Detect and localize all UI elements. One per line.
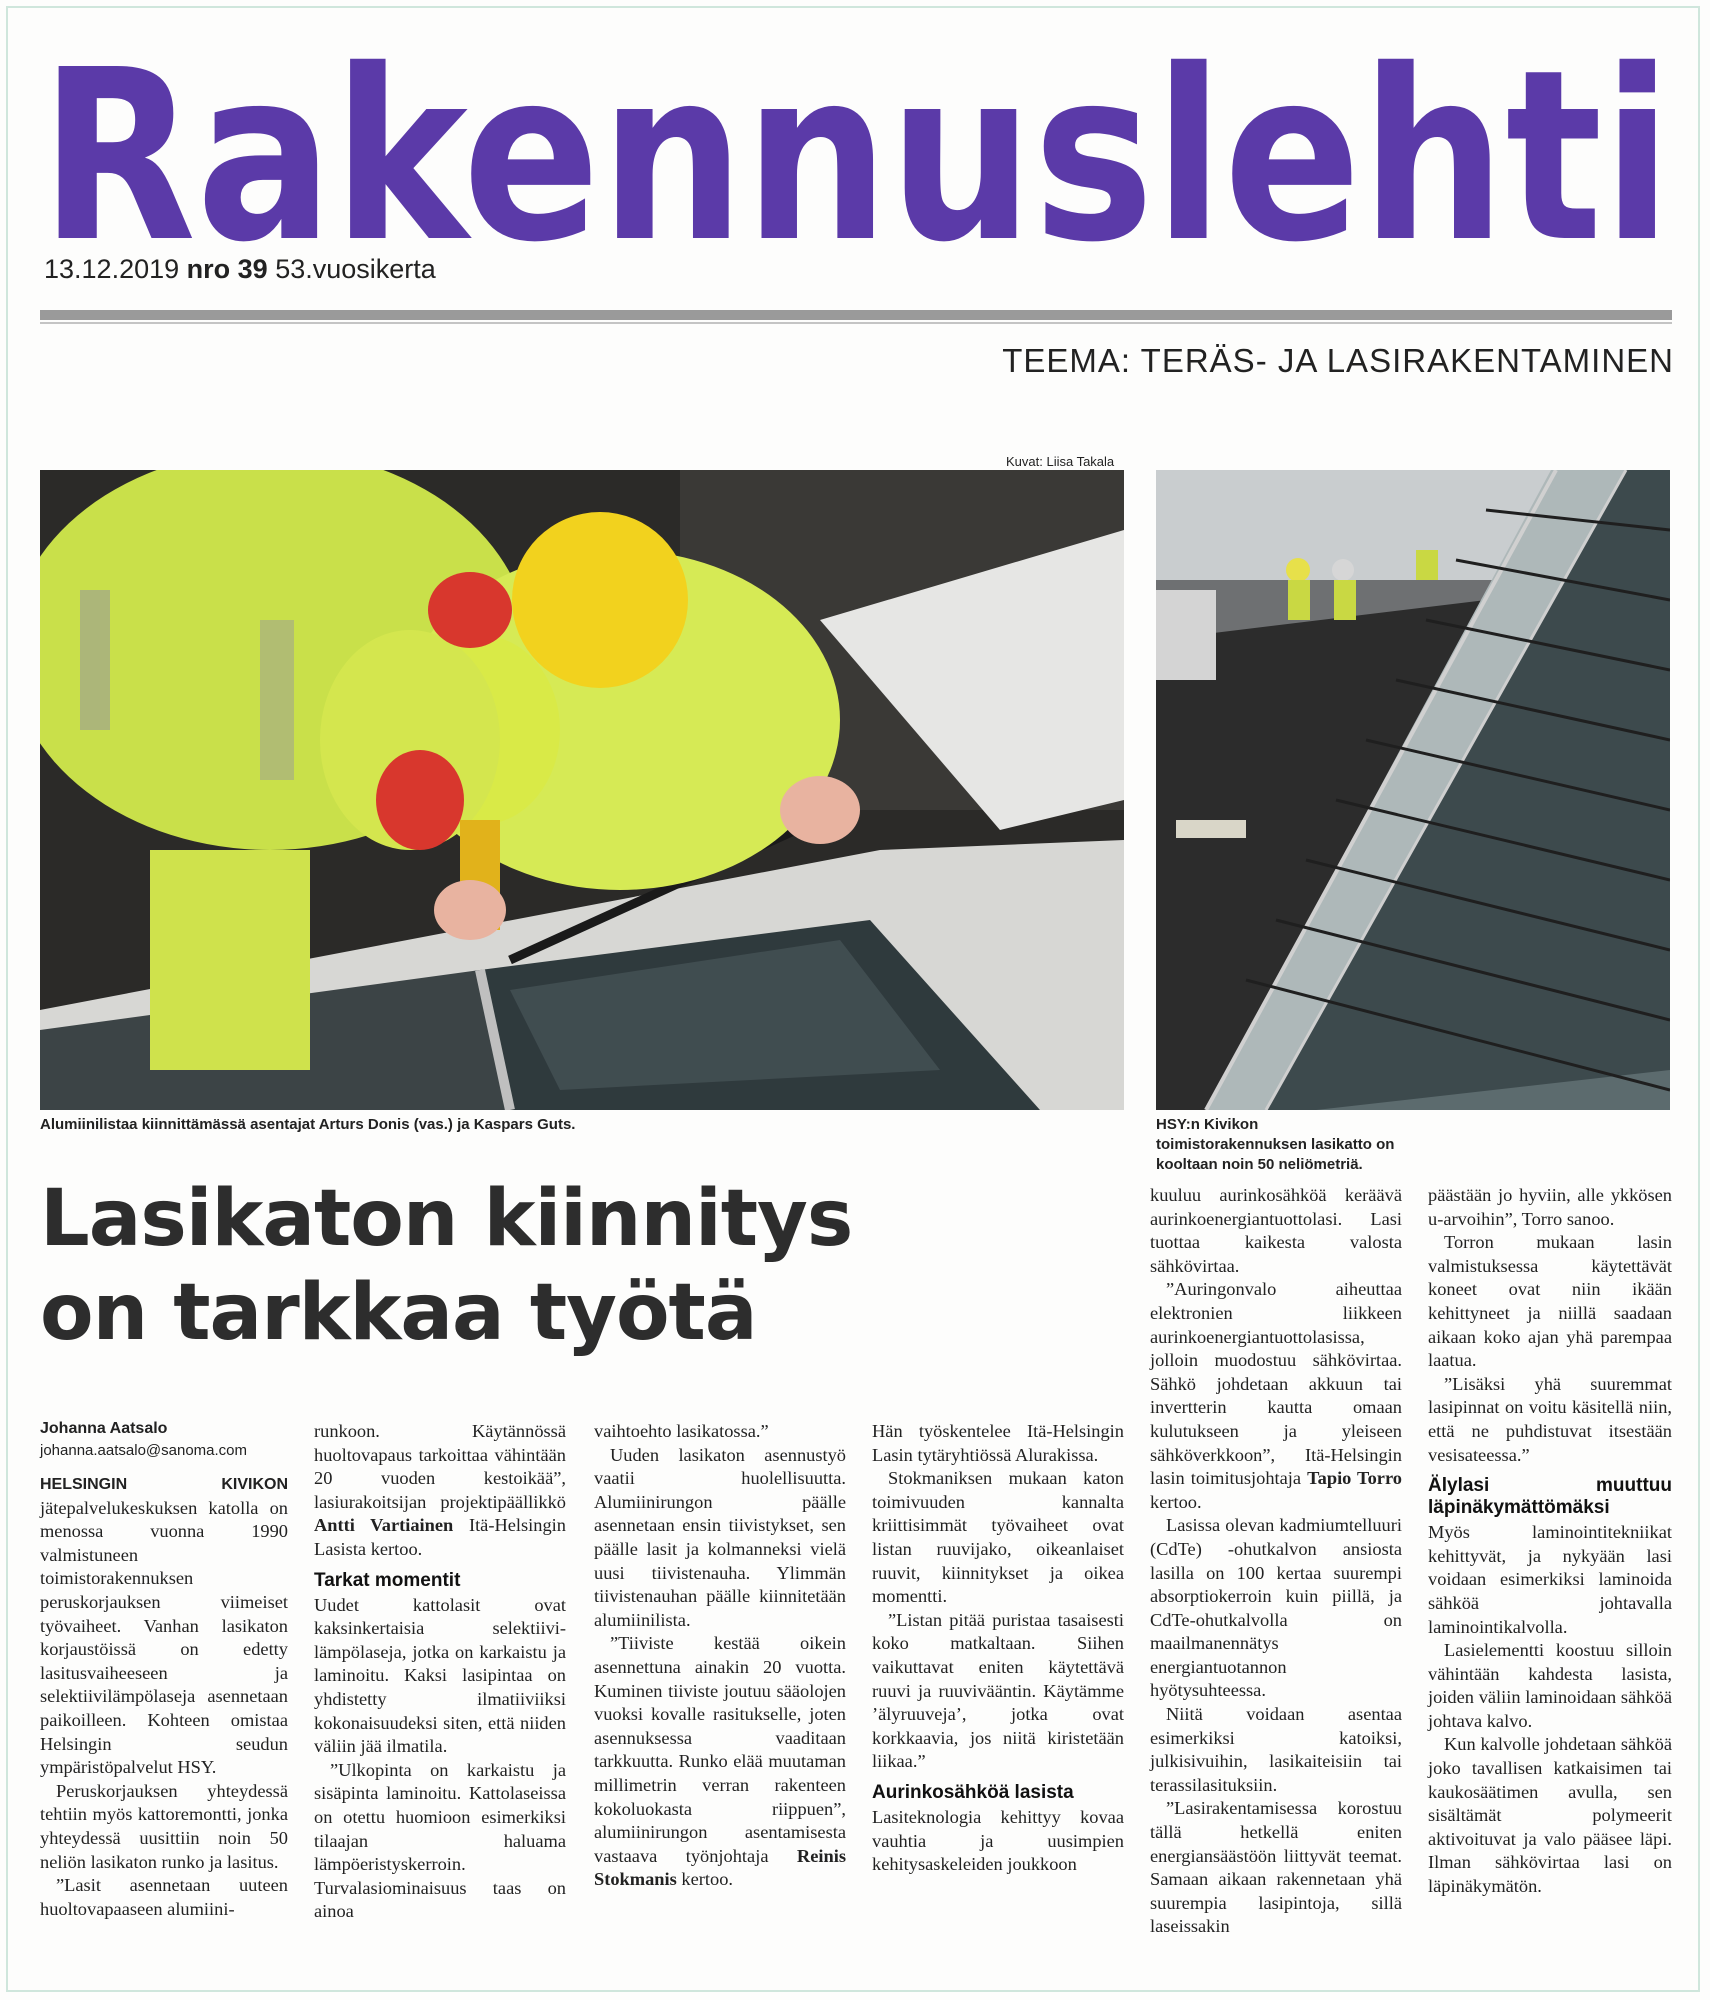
paragraph: Uudet kattolasit ovat kaksinkertaisia selektiivi-lämpölaseja, jotka on karkaistu ja laminoitu. Kaksi lasipintaa on yhdistetty ilmatiiviiksi kokonaisuudeksi siten, että niiden väliin jää ilmatila. (314, 1594, 566, 1757)
issue-number: nro 39 (186, 254, 268, 284)
column-1 (40, 1418, 288, 1921)
paragraph: ”Ulkopinta on karkaistu ja sisäpinta laminoitu. Kattolaseissa on otettu huomioon esimerkiksi tilaajan haluama lämpöeristyskerroin. Turvalasiominaisuus taas on ainoa (314, 1759, 566, 1922)
caption-left: Alumiinilistaa kiinnittämässä asentajat Arturs Donis (vas.) ja Kaspars Guts. (40, 1116, 576, 1133)
paragraph: Peruskorjauksen yhteydessä tehtiin myös kattoremontti, jonka yhteydessä uusittiin noin 50 neliön lasikaton runko ja lasitus. (40, 1780, 288, 1872)
paragraph: Lasissa olevan kadmiumtelluuri (CdTe) -ohutkalvon ansiosta lasilla on 100 kertaa suurempi absorptiokerroin kuin piillä, ja CdTe-ohutkalvolla on maailmanennätys energiantuotannon hyötysuhteessa. (1150, 1515, 1402, 1701)
paragraph: Stokmaniksen mukaan katon toimivuuden kannalta kriittisimmät työvaiheet ovat listan ruuvijako, oikeanlaiset ruuvit, kiinnitykset ja oikea momentti. (872, 1468, 1124, 1607)
issue-line (44, 254, 436, 285)
paragraph: päästään jo hyviin, alle ykkösen u-arvoihin”, Torro sanoo. (1428, 1185, 1672, 1229)
photo-credit: Kuvat: Liisa Takala (1006, 454, 1115, 469)
issue-date: 13.12.2019 (44, 254, 180, 284)
photo-glass-roof (1156, 470, 1670, 1110)
paragraph: Uuden lasikaton asennustyö vaatii huolellisuutta. Alumiinirungon päälle asennetaan ensin tiivistykset, sen päälle lasit ja kolmanneksi vielä uusi tiivistenauha. Ylimmän tiivistenauhan päälle kiinnitetään alumiinilista. (594, 1444, 846, 1630)
paragraph: Hän työskentelee Itä-Helsingin Lasin tytäryhtiössä Alurakissa. (872, 1421, 1124, 1465)
column-2 (314, 1420, 566, 1924)
lead-in: HELSINGIN KIVIKON (40, 1476, 288, 1493)
subheading: Tarkat momentit (314, 1569, 461, 1591)
headline-line-1: Lasikaton kiinnitys (40, 1174, 853, 1264)
photo-workers (40, 470, 1124, 1110)
paragraph: vaihtoehto lasikatossa.” (594, 1421, 769, 1441)
paragraph: Niitä voidaan asentaa esimerkiksi katoiksi, julkisivuihin, lasikaiteisiin tai terassilasituksiin. (1150, 1704, 1402, 1795)
subheading: Älylasi muuttuu läpinäkymättömäksi (1428, 1475, 1672, 1519)
paragraph: kuuluu aurinkosähköä keräävä aurinkoenergiantuottolasi. Lasi tuottaa kaikesta valosta sähkövirtaa. (1150, 1185, 1402, 1276)
paragraph: ”Lisäksi yhä suuremmat lasipinnat on voitu käsitellä niin, että ne puhdistuvat itsestään vesisateessa.” (1428, 1373, 1672, 1465)
byline (40, 1418, 288, 1462)
paragraph: HELSINGIN KIVIKON jätepalvelukeskuksen katolla on menossa vuonna 1990 valmistuneen toimistorakennuksen peruskorjauksen viimeiset työvaiheet. Vanhan lasikaton korjaustöissä on edetty lasitusvaiheeseen ja selektiivilämpölaseja asennetaan paikoilleen. Kohteen omistaa Helsingin seudun ympäristöpalvelut HSY. (40, 1476, 288, 1778)
paragraph: Torron mukaan lasin valmistuksessa käytettävät koneet ovat niin ikään kehittyneet ja niillä saadaan aikaan koko ajan yhä parempaa laatua. (1428, 1232, 1672, 1371)
person-name: Reinis Stokmanis (594, 1845, 846, 1890)
paragraph: Kun kalvolle johdetaan sähköä joko tavallisen katkaisimen tai kaukosäätimen avulla, sen sisältämät polymeerit aktivoituvat ja valo pääsee läpi. Ilman sähkövirtaa lasi on läpinäkymätön. (1428, 1734, 1672, 1897)
column-4 (872, 1420, 1124, 1877)
article-headline (40, 1172, 852, 1360)
masthead-logo (40, 42, 1680, 252)
paragraph: ”Lasit asennetaan uuteen huoltovapaaseen alumiini- (40, 1875, 288, 1919)
paragraph: ”Lasirakentamisessa korostuu tällä hetkellä eniten energiansäästöön liittyvät teemat. Samaan aikaan rakennetaan yhä suurempia lasipintoja, sillä laseissakin (1150, 1798, 1402, 1937)
person-name: Antti Vartiainen (314, 1515, 454, 1536)
theme-label: TEEMA: TERÄS- JA LASIRAKENTAMINEN (1002, 342, 1674, 379)
paragraph: ”Tiiviste kestää oikein asennettuna ainakin 20 vuotta. Kuminen tiiviste joutuu sääolojen vuoksi kovalle rasitukselle, joten asennuksessa vaaditaan tarkkuutta. Runko elää muutaman millimetrin verran rakenteen kokoluokasta riippuen”, alumiinirungon asentamisesta vastaava työnjohtaja Reinis Stokmanis kertoo. (594, 1633, 846, 1890)
headline-line-2: on tarkkaa työtä (40, 1268, 757, 1358)
paragraph: ”Auringonvalo aiheuttaa elektronien liikkeen aurinkoenergiantuottolasissa, jolloin muodostuu sähkövirtaa. Sähkö johdetaan akkuun tai invertterin kautta omaan kulutukseen ja yleiseen sähköverkkoon”, Itä-Helsingin lasin toimitusjohtaja Tapio Torro kertoo. (1150, 1279, 1402, 1512)
paragraph: ”Listan pitää puristaa tasaisesti koko matkaltaan. Siihen vaikuttavat eniten käytettävä ruuvi ja ruuvivääntin. Käytämme ’älyruuveja’, jotka ovat korkkaavia, jos niitä kiristetään liikaa.” (872, 1609, 1124, 1772)
subheading: Aurinkosähköä lasista (872, 1781, 1074, 1803)
author-name: Johanna Aatsalo (40, 1420, 168, 1437)
masthead-title: Rakennuslehti (40, 42, 1672, 252)
person-name: Tapio Torro (1307, 1468, 1402, 1489)
author-email[interactable]: johanna.aatsalo@sanoma.com (40, 1442, 248, 1459)
paragraph: runkoon. Käytännössä huoltovapaus tarkoittaa vähintään 20 vuoden kestoikää”, lasiurakoitsijan projektipäällikkö Antti Vartiainen Itä-Helsingin Lasista kertoo. (314, 1421, 566, 1559)
issue-volume: 53.vuosikerta (275, 254, 436, 284)
column-5 (1150, 1184, 1402, 1939)
masthead-rule-thin (40, 322, 1672, 324)
paragraph: Lasielementti koostuu silloin vähintään kahdesta lasista, joiden väliin laminoidaan sähköä johtava kalvo. (1428, 1640, 1672, 1731)
masthead-rule (40, 310, 1672, 320)
column-6 (1428, 1184, 1672, 1899)
caption-right: HSY:n Kivikon toimistorakennuksen lasikatto on kooltaan noin 50 neliömetriä. (1156, 1116, 1395, 1173)
column-3 (594, 1420, 846, 1892)
paragraph: Lasiteknologia kehittyy kovaa vauhtia ja uusimpien kehitysaskeleiden joukkoon (872, 1806, 1124, 1875)
paragraph: Myös laminointitekniikat kehittyvät, ja nykyään lasi voidaan esimerkiksi laminoida sähköä johtavalla laminointikalvolla. (1428, 1522, 1672, 1637)
